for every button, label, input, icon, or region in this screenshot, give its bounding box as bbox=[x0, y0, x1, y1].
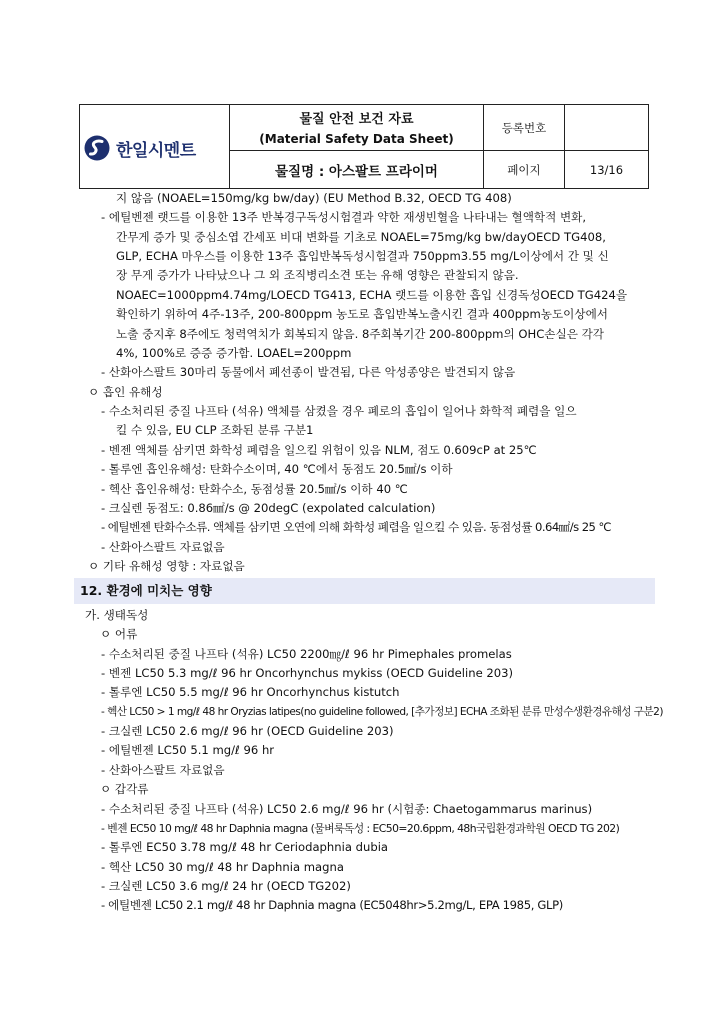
company-logo bbox=[84, 131, 232, 165]
text-line: - 톨루엔 EC50 3.78 mg/ℓ 48 hr Ceriodaphnia dubia bbox=[101, 840, 389, 854]
text-line: - 벤젠 EC50 10 mg/ℓ 48 hr Daphnia magna (물벼룩독성 : EC50=20.6ppm, 48h국립환경과학원 OECD TG 202) bbox=[101, 822, 620, 835]
text-line: - 헥산 LC50 > 1 mg/ℓ 48 hr Oryzias latipes(no guideline followed, [추가정보] ECHA 조화된 분류 만성수생환경유해성 구분2) bbox=[101, 706, 663, 718]
subheading-fish: ㅇ 어류 bbox=[100, 627, 138, 641]
text-line: - 톨루엔 LC50 5.5 mg/ℓ 96 hr Oncorhynchus kistutch bbox=[101, 685, 400, 699]
text-line: 지 않음 (NOAEL=150mg/kg bw/day) (EU Method B.32, OECD TG 408) bbox=[116, 191, 512, 205]
text-line: 간무게 증가 및 중심소엽 간세포 비대 변화를 기초로 NOAEL=75mg/kg bw/dayOECD TG408, bbox=[116, 230, 606, 244]
text-line: - 에틸벤젠 LC50 5.1 mg/ℓ 96 hr bbox=[101, 743, 275, 757]
text-line: NOAEC=1000ppm4.74mg/LOECD TG413, ECHA 랫드를 이용한 흡입 신경독성OECD TG424을 bbox=[116, 288, 628, 302]
text-line: - 벤젠 LC50 5.3 mg/ℓ 96 hr Oncorhynchus mykiss (OECD Guideline 203) bbox=[101, 666, 514, 680]
company-name: 한일시멘트 bbox=[116, 140, 196, 161]
text-line: - 벤젠 액체를 삼키면 화학성 폐렴을 일으킬 위험이 있음 NLM, 점도 0.609cP at 25℃ bbox=[101, 443, 537, 457]
text-line: 확인하기 위하여 4주-13주, 200-800ppm 농도로 흡입반복노출시킨 결과 400ppm농도이상에서 bbox=[116, 307, 608, 321]
text-line: GLP, ECHA 마우스를 이용한 13주 흡입반복독성시험결과 750ppm3.55 mg/L이상에서 간 및 신 bbox=[116, 249, 609, 263]
text-line: - 산화아스팔트 자료없음 bbox=[101, 540, 225, 554]
reg-no-label: 등록번호 bbox=[501, 120, 547, 135]
subheading-crustaceans: ㅇ 갑각류 bbox=[100, 782, 149, 796]
text-line: - 수소처리된 중질 나프타 (석유) 액체를 삼켰을 경우 폐로의 흡입이 일어나 화학적 폐렴을 일으 bbox=[101, 404, 577, 418]
text-line: - 산화아스팔트 30마리 동물에서 폐선종이 발견됨, 다른 악성종양은 발견되지 않음 bbox=[101, 365, 516, 379]
text-line: - 헥산 흡인유해성: 탄화수소, 동점성률 20.5㎟/s 이하 40 ℃ bbox=[101, 482, 408, 496]
section-12-heading: 12. 환경에 미치는 영향 bbox=[74, 578, 655, 604]
text-line: 킬 수 있음, EU CLP 조화된 분류 구분1 bbox=[116, 423, 314, 437]
subheading-ecotoxicity: 가. 생태독성 bbox=[85, 608, 149, 622]
text-line: - 에틸벤젠 랫드를 이용한 13주 반복경구독성시험결과 약한 재생빈혈을 나타내는 혈액학적 변화, bbox=[101, 210, 587, 224]
text-line: - 수소처리된 중질 나프타 (석유) LC50 2.6 mg/ℓ 96 hr (시험종: Chaetogammarus marinus) bbox=[101, 802, 593, 816]
text-line: - 에틸벤젠 LC50 2.1 mg/ℓ 48 hr Daphnia magna (EC5048hr>5.2mg/L, EPA 1985, GLP) bbox=[101, 898, 563, 912]
text-line: - 에틸벤젠 탄화수소류. 액체를 삼키면 오연에 의해 화학성 폐렴을 일으킬 수 있음. 동점성률 0.64㎟/s 25 ℃ bbox=[101, 520, 611, 534]
text-line: - 산화아스팔트 자료없음 bbox=[101, 763, 225, 777]
text-line: 노출 중지후 8주에도 청력역치가 회복되지 않음. 8주회복기간 200-800ppm의 OHC손실은 각각 bbox=[116, 327, 604, 341]
company-logo-icon bbox=[84, 135, 110, 161]
text-line: - 크실렌 LC50 3.6 mg/ℓ 24 hr (OECD TG202) bbox=[101, 879, 351, 893]
text-line: 4%, 100%로 증증 증가함. LOAEL=200ppm bbox=[116, 346, 352, 360]
document-header bbox=[79, 104, 649, 189]
text-line: 장 무게 증가가 나타났으나 그 외 조직병리소견 또는 유해 영향은 관찰되지 않음. bbox=[116, 268, 519, 282]
text-line: - 크실렌 동점도: 0.86㎟/s @ 20degC (expolated calculation) bbox=[101, 501, 436, 515]
subheading-other-hazards: ㅇ 기타 유해성 영향 : 자료없음 bbox=[88, 559, 245, 573]
product-name: 물질명 : 아스팔트 프라이머 bbox=[275, 164, 438, 180]
text-line: - 수소처리된 중질 나프타 (석유) LC50 2200㎎/ℓ 96 hr Pimephales promelas bbox=[101, 647, 512, 661]
text-line: - 톨루엔 흡인유해성: 탄화수소이며, 40 ℃에서 동점도 20.5㎟/s 이하 bbox=[101, 462, 453, 476]
page-label: 페이지 bbox=[507, 163, 541, 177]
subheading-aspiration: ㅇ 흡인 유해성 bbox=[88, 385, 163, 399]
text-line: - 헥산 LC50 30 mg/ℓ 48 hr Daphnia magna bbox=[101, 860, 344, 874]
title-korean: 물질 안전 보건 자료 bbox=[299, 111, 414, 127]
title-english: (Material Safety Data Sheet) bbox=[259, 132, 454, 146]
reg-no-value bbox=[565, 105, 648, 150]
page-number: 13/16 bbox=[589, 163, 624, 177]
text-line: - 크실렌 LC50 2.6 mg/ℓ 96 hr (OECD Guideline 203) bbox=[101, 724, 394, 738]
